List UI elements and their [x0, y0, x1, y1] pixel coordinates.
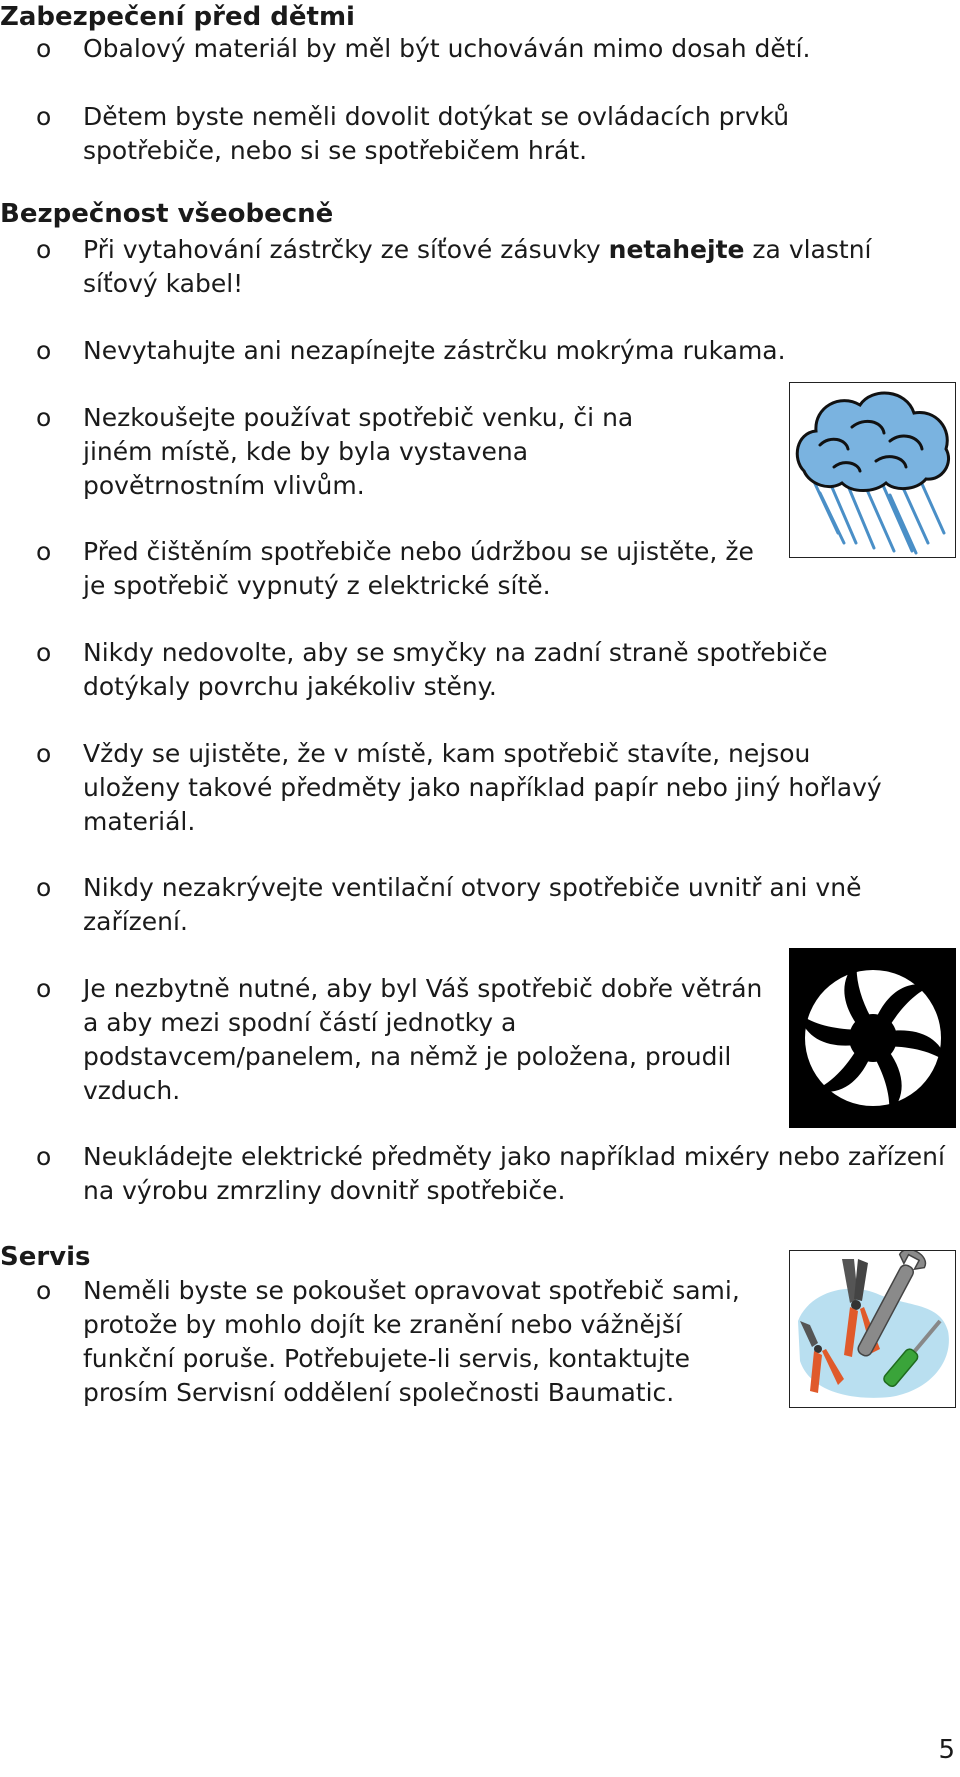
bullet: o: [36, 336, 52, 365]
item-text: [83, 871, 949, 939]
fan-icon: [789, 948, 956, 1128]
section-heading-child-safety: Zabezpečení před dětmi: [0, 2, 355, 32]
item-text: [83, 636, 918, 704]
list-item: [0, 1274, 780, 1444]
rain-cloud-icon: [789, 382, 956, 558]
list-item: [0, 1140, 950, 1208]
list-item: [0, 737, 920, 839]
bullet: o: [36, 638, 52, 667]
list-item: [0, 535, 800, 603]
item-text: [83, 334, 883, 368]
text-segment: Vždy se ujistěte, že v místě, kam spotřebič stavíte, nejsou uloženy takové předměty jako například papír nebo jiný hořlavý materiál.: [83, 739, 882, 836]
item-text: [83, 32, 883, 66]
text-segment: Dětem byste neměli dovolit dotýkat se ovládacích prvků spotřebiče, nebo si se spotřebičem hrát.: [83, 102, 790, 165]
list-item: [0, 636, 920, 704]
text-segment: Neměli byste se pokoušet opravovat spotřebič sami, protože by mohlo dojít ke zranění nebo vážnější funkční poruše. Potřebujete-li servis, kontaktujte prosím Servisní oddělení společnosti Baumatic.: [83, 1276, 740, 1407]
page-number: 5: [938, 1735, 955, 1765]
bullet: o: [36, 974, 52, 1003]
list-item: [0, 32, 900, 66]
bullet: o: [36, 537, 52, 566]
text-segment: Obalový materiál by měl být uchováván mimo dosah dětí.: [83, 34, 811, 63]
list-item: [0, 401, 760, 503]
text-segment: Při vytahování zástrčky ze síťové zásuvky: [83, 235, 609, 264]
section-heading-service: Servis: [0, 1242, 91, 1272]
list-item: [0, 334, 900, 368]
bullet: o: [36, 34, 52, 63]
bullet: o: [36, 1276, 52, 1305]
bullet: o: [36, 102, 52, 131]
bullet: o: [36, 873, 52, 902]
text-segment: Nikdy nedovolte, aby se smyčky na zadní straně spotřebiče dotýkaly povrchu jakékoliv stěny.: [83, 638, 828, 701]
item-text: [83, 1140, 949, 1208]
text-segment: Je nezbytně nutné, aby byl Váš spotřebič dobře větrán a aby mezi spodní částí jednotky a podstavcem/panelem, na němž je položena, proudil vzduch.: [83, 974, 763, 1105]
text-segment: za vlastní síťový kabel!: [83, 235, 872, 298]
text-segment: Nevytahujte ani nezapínejte zástrčku mokrýma rukama.: [83, 336, 786, 365]
bullet: o: [36, 739, 52, 768]
text-segment: Neukládejte elektrické předměty jako například mixéry nebo zařízení na výrobu zmrzliny dovnitř spotřebiče.: [83, 1142, 945, 1205]
item-text: [83, 737, 883, 839]
text-segment: Nikdy nezakrývejte ventilační otvory spotřebiče uvnitř ani vně zařízení.: [83, 873, 862, 936]
bullet: o: [36, 235, 52, 264]
tools-icon: [789, 1250, 956, 1408]
bullet: o: [36, 403, 52, 432]
list-item: [0, 972, 780, 1108]
bullet: o: [36, 1142, 52, 1171]
item-text: [83, 401, 663, 503]
list-item: [0, 233, 900, 301]
item-text: [83, 535, 783, 603]
text-segment: Před čištěním spotřebiče nebo údržbou se ujistěte, že je spotřebič vypnutý z elektrické sítě.: [83, 537, 754, 600]
item-text: [83, 100, 883, 168]
item-text: [83, 233, 883, 301]
emphasis-text: netahejte: [608, 235, 745, 264]
item-text: [83, 972, 773, 1108]
list-item: [0, 100, 900, 168]
list-item: [0, 871, 950, 939]
section-heading-general-safety: Bezpečnost všeobecně: [0, 199, 334, 229]
item-text: [83, 1274, 773, 1410]
text-segment: Nezkoušejte používat spotřebič venku, či na jiném místě, kde by byla vystavena povětrnostním vlivům.: [83, 403, 634, 500]
